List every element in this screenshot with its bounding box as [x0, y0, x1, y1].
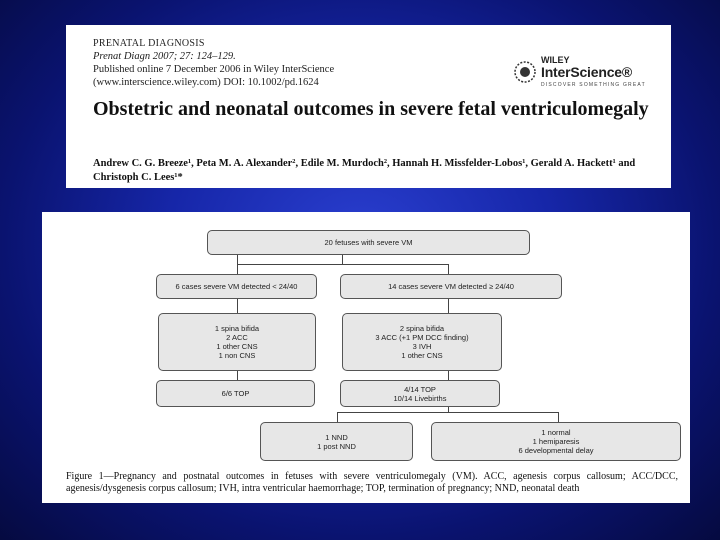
- connector: [448, 264, 449, 274]
- interscience-seal-icon: [514, 61, 536, 83]
- box-line: 6 cases severe VM detected < 24/40: [175, 282, 298, 291]
- figure-panel: [42, 212, 690, 503]
- connector: [237, 370, 238, 380]
- box-line: 1 other CNS: [216, 342, 258, 351]
- flow-box-survivors: [431, 422, 681, 461]
- box-line: 14 cases severe VM detected ≥ 24/40: [388, 282, 514, 291]
- flow-box-late-diagnoses: [342, 313, 502, 371]
- connector: [237, 298, 238, 313]
- connector: [337, 412, 338, 422]
- flow-box-late-detection: [340, 274, 562, 299]
- box-line: 1 other CNS: [401, 351, 443, 360]
- logo-name-text: InterScience®: [541, 64, 632, 80]
- connector: [342, 254, 343, 264]
- connector: [237, 254, 238, 264]
- journal-citation: Prenat Diagn 2007; 27: 124–129.: [93, 51, 236, 62]
- box-line: 6/6 TOP: [221, 389, 250, 398]
- connector: [337, 412, 559, 413]
- flow-box-early-outcome: [156, 380, 315, 407]
- box-line: 1 normal: [541, 428, 571, 437]
- publication-date: Published online 7 December 2006 in Wiley InterScience: [93, 64, 335, 75]
- box-line: 3 IVH: [412, 342, 432, 351]
- box-line: 1 post NND: [317, 441, 356, 451]
- box-line: 1 spina bifida: [214, 324, 260, 333]
- box-line: 1 non CNS: [218, 351, 256, 360]
- box-line: 10/14 Livebirths: [393, 393, 447, 403]
- logo-wiley-text: WILEY: [541, 55, 570, 65]
- box-line: 20 fetuses with severe VM: [324, 238, 413, 247]
- connector: [237, 264, 238, 274]
- figure-caption: Figure 1—Pregnancy and postnatal outcomes in fetuses with severe ventriculomegaly (VM). ACC, agenesis corpus callosum; ACC/DCC, agenesis/dysgenesis corpus callosum; IVH, intra ventricular haemorrhage; TOP, termination of pregnancy; NND, neonatal death: [66, 471, 678, 494]
- box-line: 3 ACC (+1 PM DCC finding): [375, 333, 469, 342]
- article-header: [66, 25, 671, 188]
- box-line: 6 developmental delay: [518, 446, 594, 455]
- box-line: 2 ACC: [226, 333, 248, 342]
- connector: [448, 370, 449, 380]
- flow-box-early-diagnoses: [158, 313, 316, 371]
- author-list: Andrew C. G. Breeze¹, Peta M. A. Alexander², Edile M. Murdoch², Hannah H. Missfelder-Lobos¹, Gerald A. Hackett¹ and Christoph C. Lees¹*: [93, 158, 636, 183]
- journal-name: PRENATAL DIAGNOSIS: [93, 38, 205, 49]
- logo-tagline: DISCOVER SOMETHING GREAT: [541, 82, 646, 88]
- flow-box-neonatal-death: [260, 422, 413, 461]
- box-line: 1 hemiparesis: [532, 437, 580, 446]
- connector: [448, 298, 449, 313]
- box-line: 4/14 TOP: [404, 384, 436, 394]
- connector: [558, 412, 559, 422]
- box-line: 1 NND: [325, 432, 348, 442]
- flow-box-early-detection: [156, 274, 317, 299]
- flow-box-late-outcome: [340, 380, 500, 407]
- flow-box-root: [207, 230, 530, 255]
- connector: [237, 264, 449, 265]
- box-line: 2 spina bifida: [399, 324, 445, 333]
- article-title: Obstetric and neonatal outcomes in severe fetal ventriculomegaly: [93, 98, 649, 120]
- doi-line: (www.interscience.wiley.com) DOI: 10.1002/pd.1624: [93, 77, 319, 88]
